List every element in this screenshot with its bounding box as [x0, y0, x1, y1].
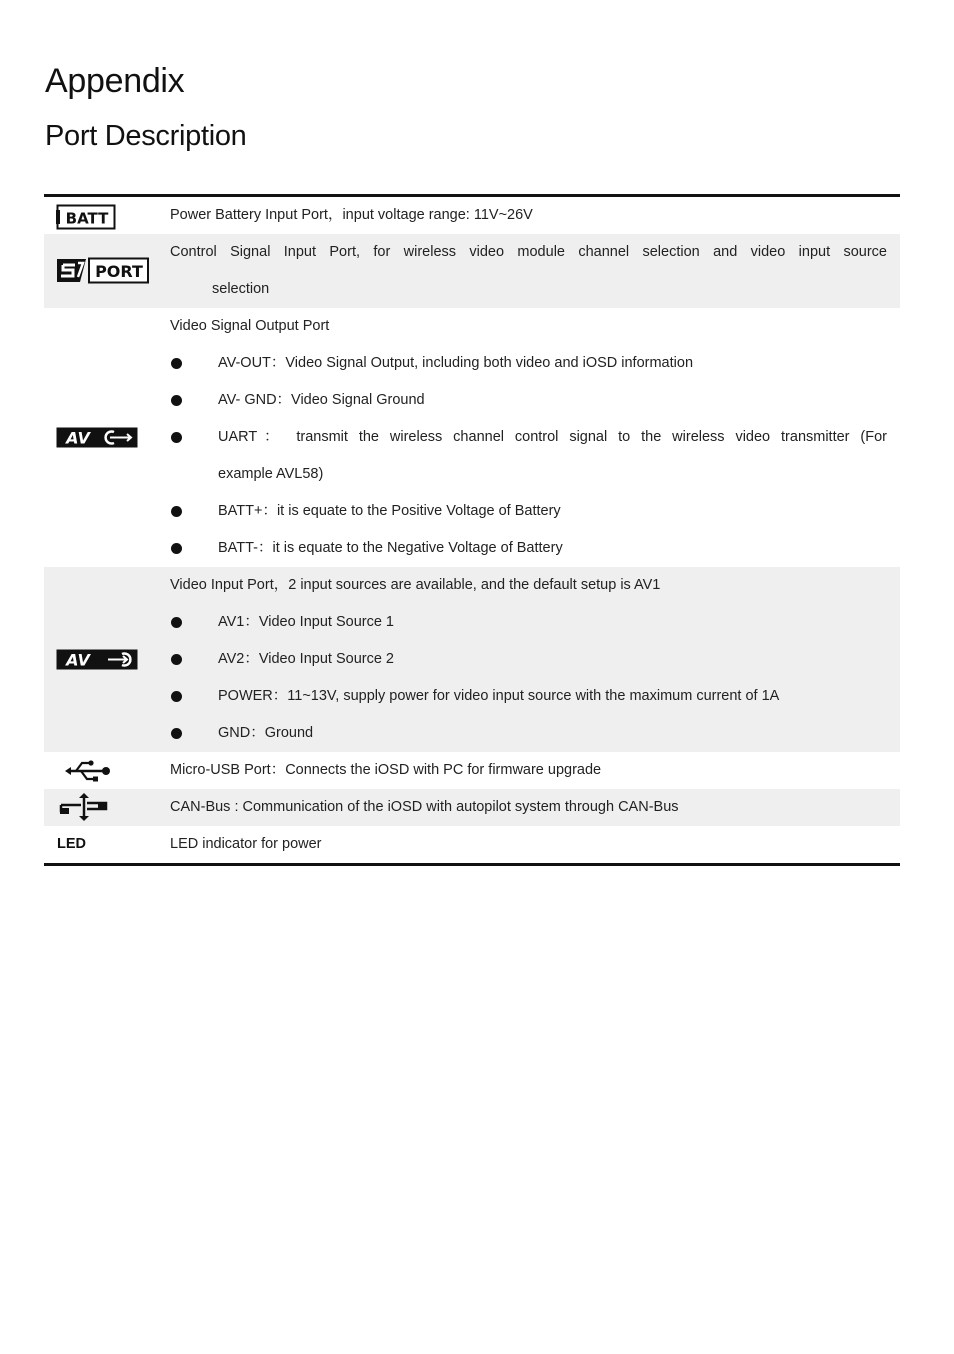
list-item: AV1：Video Input Source 1: [170, 604, 887, 641]
usb-icon: [63, 760, 113, 782]
batt-icon-label: BATT: [65, 209, 109, 228]
page-title: Appendix: [45, 62, 185, 100]
port-icon: [56, 257, 150, 284]
table-row-av-out: [44, 308, 900, 567]
batt-icon: [56, 204, 116, 230]
av-out-title: Video Signal Output Port: [170, 318, 330, 334]
can-bus-icon: [59, 792, 109, 822]
section-title: Port Description: [45, 120, 247, 152]
av-out-icon: [56, 427, 138, 448]
batt-description: Power Battery Input Port，input voltage range: 11V~26V: [170, 207, 533, 223]
list-item: AV2：Video Input Source 2: [170, 641, 887, 678]
av-in-title: Video Input Port，2 input sources are available, and the default setup is AV1: [170, 577, 661, 593]
port-description-line1: Control Signal Input Port, for wireless video module channel selection and video input source: [170, 244, 887, 260]
table-row-can-bus: [44, 789, 900, 826]
table-row-usb: [44, 752, 900, 789]
list-item: AV-OUT：Video Signal Output, including both video and iOSD information: [170, 345, 887, 382]
list-item: POWER：11~13V, supply power for video input source with the maximum current of 1A: [170, 678, 887, 715]
table-row-batt: [44, 197, 900, 234]
usb-description: Micro-USB Port：Connects the iOSD with PC for firmware upgrade: [170, 762, 602, 778]
can-bus-description: CAN-Bus : Communication of the iOSD with autopilot system through CAN-Bus: [170, 799, 679, 815]
table-row-led: [44, 826, 900, 863]
list-item: GND：Ground: [170, 715, 887, 752]
list-item-continuation: example AVL58): [218, 466, 324, 482]
port-description-table: [44, 194, 900, 866]
port-icon-label: PORT: [95, 262, 143, 281]
led-label: LED: [57, 836, 86, 852]
table-row-av-in: [44, 567, 900, 752]
list-item: BATT+：it is equate to the Positive Voltage of Battery: [170, 493, 887, 530]
table-row-port: [44, 234, 900, 308]
av-in-icon-label: AV: [66, 650, 90, 670]
list-item: AV- GND：Video Signal Ground: [170, 382, 887, 419]
av-in-icon: [56, 649, 138, 670]
list-item: UART： transmit the wireless channel control signal to the wireless video transmitter (For: [170, 419, 887, 456]
led-description: LED indicator for power: [170, 836, 322, 852]
port-description-line2: selection: [212, 281, 270, 297]
av-out-icon-label: AV: [66, 428, 90, 448]
list-item: BATT-：it is equate to the Negative Voltage of Battery: [170, 530, 887, 567]
